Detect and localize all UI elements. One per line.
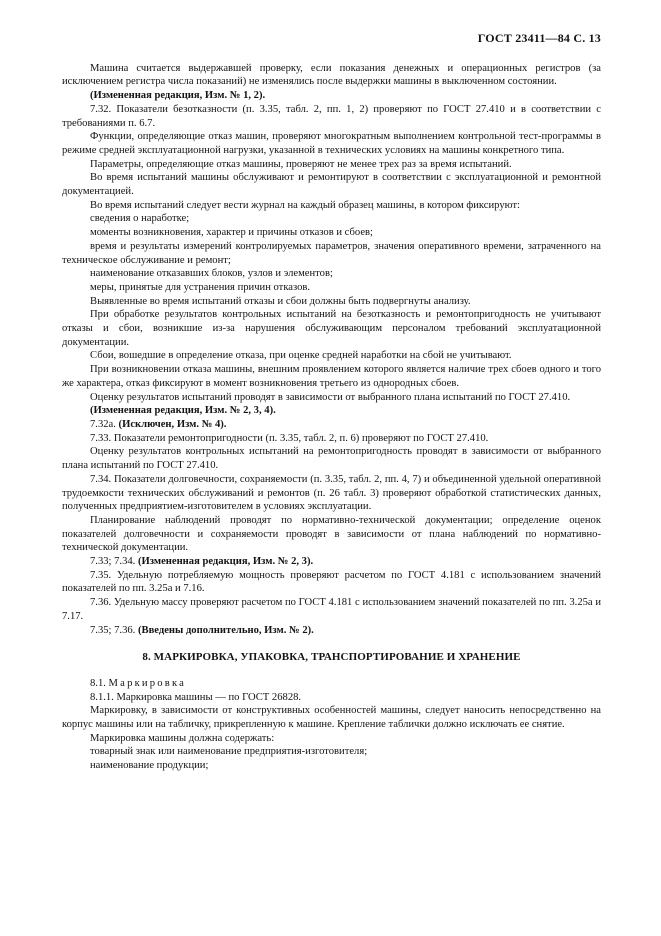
section-title: 8. МАРКИРОВКА, УПАКОВКА, ТРАНСПОРТИРОВАНИЕ И ХРАНЕНИЕ xyxy=(142,651,521,664)
paragraph: Параметры, определяющие отказ машины, проверяют не менее трех раз за время испытаний. xyxy=(90,158,512,170)
paragraph: Машина считается выдержавшей проверку, если показания денежных и операционных регистров (за исключением регистра числа показаний) не изменялись после выдержки машины в выключенном состоянии. xyxy=(62,62,601,88)
amendment-note: (Введены дополнительно, Изм. № 2). xyxy=(137,624,314,636)
clause-7-35: 7.35. Удельную потребляемую мощность проверяют расчетом по ГОСТ 4.181 с использованием значений показателей по пп. 3.25а и 7.16. xyxy=(62,569,601,595)
amendment-line xyxy=(62,555,601,569)
paragraph: При обработке результатов контрольных испытаний на безотказность и ремонтопригодность не учитывают отказы и сбои, возникшие из-за нарушения обслуживающим персоналом требований эксплуатационной документации. xyxy=(62,309,601,348)
list-item: товарный знак или наименование предприятия-изготовителя; xyxy=(90,746,368,758)
paragraph: При возникновении отказа машины, внешним проявлением которого является наличие трех сбоев одного и того же характера, отказ фиксируют в момент возникновения третьего из однородных сбоев. xyxy=(62,364,601,389)
paragraph: Оценку результатов контрольных испытаний на ремонтопригодность проводят в зависимости от выбранного плана испытаний по ГОСТ 27.410. xyxy=(62,446,601,472)
paragraph: Планирование наблюдений проводят по нормативно-технической документации; определение оценок показателей долговечности и сохраняемости проводят в зависимости от плана наблюдений по нормативно-технической документации. xyxy=(62,514,601,554)
amendment-note: (Измененная редакция, Изм. № 1, 2). xyxy=(90,90,266,102)
paragraph: Функции, определяющие отказ машин, проверяют многократным выполнением контрольной тест-программы в режиме средней эксплуатационной нагрузки, указанной в технических условиях на машины конкретного типа. xyxy=(62,131,601,156)
clause-number: 7.32а. xyxy=(90,418,116,430)
list-item: моменты возникновения, характер и причины отказов и сбоев; xyxy=(90,227,373,239)
clause-number: 7.33; 7.34. xyxy=(90,556,136,568)
paragraph: Выявленные во время испытаний отказы и сбои должны быть подвергнуты анализу. xyxy=(90,295,471,307)
amendment-note: (Исключен, Изм. № 4). xyxy=(118,418,227,430)
paragraph: Оценку результатов испытаний проводят в зависимости от выбранного плана испытаний по ГОСТ 27.410. xyxy=(90,391,571,403)
amendment-note: (Измененная редакция, Изм. № 2, 3). xyxy=(137,556,314,568)
clause-8-1-1: 8.1.1. Маркировка машины — по ГОСТ 26828. xyxy=(90,691,302,703)
clause-7-32: 7.32. Показатели безотказности (п. 3.35, табл. 2, пп. 1, 2) проверяют по ГОСТ 27.410 и в соответствии с требованиями п. 6.7. xyxy=(62,103,601,129)
list-item: меры, принятые для устранения причин отказов. xyxy=(90,281,311,293)
amendment-note: (Измененная редакция, Изм. № 2, 3, 4). xyxy=(90,405,276,417)
paragraph: Маркировку, в зависимости от конструктивных особенностей машины, следует наносить непосредственно на корпус машины или на табличку, прикрепленную к машине. Крепление таблички должно исключать ее снятие. xyxy=(62,705,601,731)
list-item: наименование продукции; xyxy=(90,760,209,772)
clause-7-34: 7.34. Показатели долговечности, сохраняемости (п. 3.35, табл. 2, пп. 4, 7) и объединенной удельной оперативной трудоемкости технических обслуживаний и ремонтов (п. 26 табл. 3) проверяют обработкой статистических данных, полученных предприятием-изготовителем в условиях эксплуатации. xyxy=(62,473,601,513)
paragraph: Сбои, вошедшие в определение отказа, при оценке средней наработки на сбой не учитывают. xyxy=(90,350,512,362)
clause-8-1 xyxy=(62,677,601,691)
paragraph: Во время испытаний следует вести журнал на каждый образец машины, в котором фиксируют: xyxy=(90,199,520,211)
clause-7-32a xyxy=(62,418,601,432)
list-item: наименование отказавших блоков, узлов и элементов; xyxy=(90,268,333,280)
page-header: ГОСТ 23411—84 С. 13 xyxy=(477,31,601,45)
list-item: сведения о наработке; xyxy=(90,213,190,225)
clause-7-33: 7.33. Показатели ремонтопригодности (п. 3.35, табл. 2, п. 6) проверяют по ГОСТ 27.410. xyxy=(90,432,489,444)
clause-number: 7.35; 7.36. xyxy=(90,624,136,636)
amendment-line xyxy=(62,624,601,638)
clause-heading: Маркировка xyxy=(108,677,187,689)
clause-7-36: 7.36. Удельную массу проверяют расчетом по ГОСТ 4.181 с использованием значений показателей по пп. 3.25а и 7.17. xyxy=(62,597,601,622)
clause-number: 8.1. xyxy=(90,677,106,689)
paragraph: Маркировка машины должна содержать: xyxy=(90,732,275,744)
list-item: время и результаты измерений контролируемых параметров, значения оперативного времени, затраченного на техническое обслуживание и ремонт; xyxy=(62,240,601,266)
paragraph: Во время испытаний машины обслуживают и ремонтируют в соответствии с эксплуатационной и ремонтной документацией. xyxy=(62,172,601,198)
